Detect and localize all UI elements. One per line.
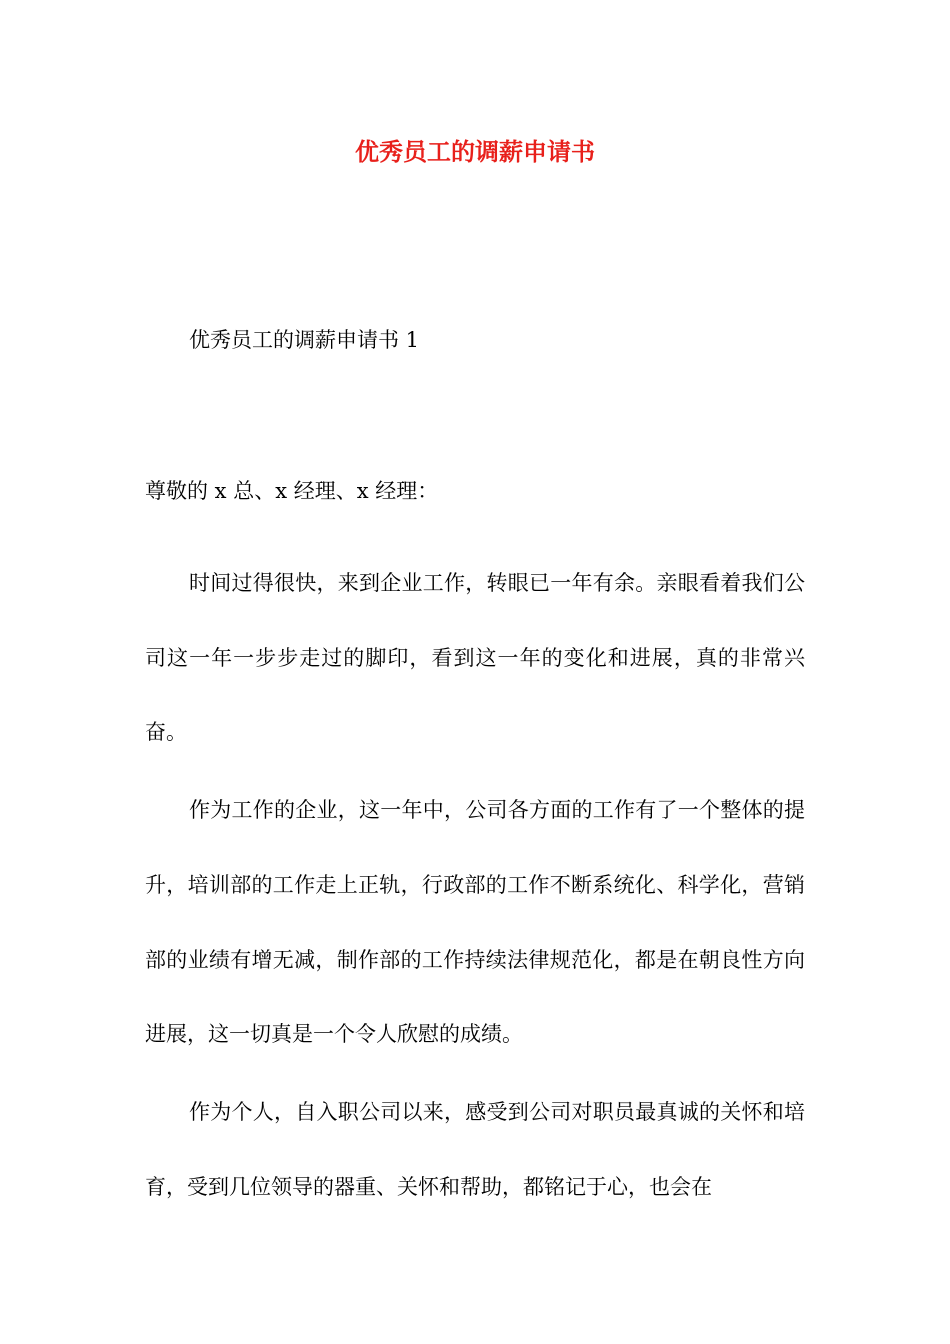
salutation: 尊敬的 x 总、x 经理、x 经理： (145, 479, 439, 503)
paragraph-2: 作为工作的企业，这一年中，公司各方面的工作有了一个整体的提升，培训部的工作走上正轨，行政部的工作不断系统化、科学化，营销部的业绩有增无减，制作部的工作持续法律规范化，都是在朝良性方向进展，这一切真是一个令人欣慰的成绩。 (145, 798, 805, 1047)
letter-body (145, 546, 805, 1227)
paragraph-1: 时间过得很快，来到企业工作，转眼已一年有余。亲眼看着我们公司这一年一步步走过的脚印，看到这一年的变化和进展，真的非常兴奋。 (145, 571, 805, 745)
paragraph-3: 作为个人，自入职公司以来，感受到公司对职员最真诚的关怀和培育，受到几位领导的器重、关怀和帮助，都铭记于心，也会在 (145, 1099, 805, 1199)
document-title: 优秀员工的调薪申请书 (355, 138, 595, 166)
letter-heading: 优秀员工的调薪申请书 1 (189, 328, 420, 352)
